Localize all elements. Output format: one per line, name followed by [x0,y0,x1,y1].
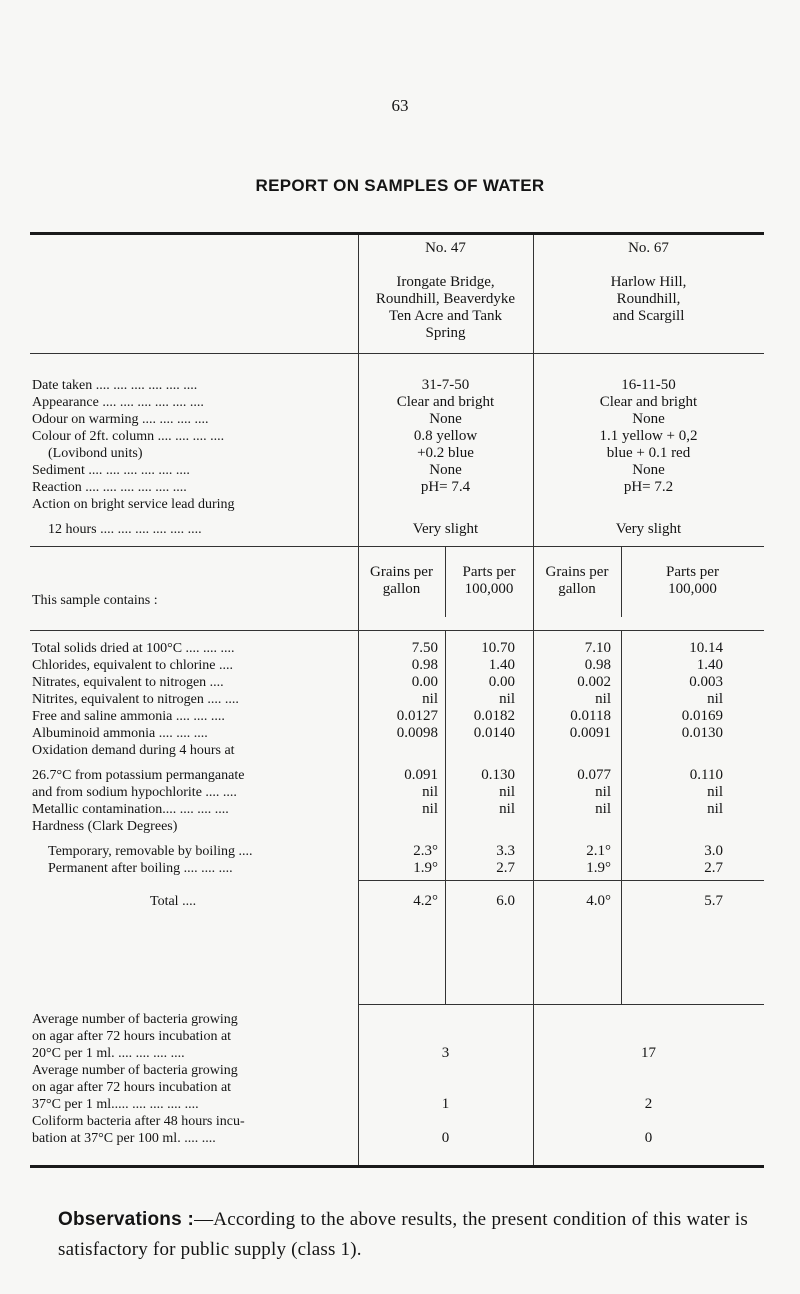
col-header-parts: Parts per 100,000 [462,564,516,597]
colour-label: Colour of 2ft. column .... .... .... .... [32,429,225,444]
value-cell: 1.40 [488,657,515,673]
value-cell: 0.0140 [473,725,515,741]
sample-47-value: 0.8 yellow [413,428,478,444]
lead-action-label: Action on bright service lead during [32,497,235,512]
value-cell: 2.7 [496,860,515,876]
value-cell: 3.3 [496,843,515,859]
bacteria-value: 17 [641,1045,656,1061]
hardness-label: Hardness (Clark Degrees) [32,819,178,834]
value-cell: 0.00 [488,674,515,690]
value-cell: nil [422,691,438,707]
bacteria-37c-label: on agar after 72 hours incubation at [32,1080,232,1095]
value-cell: 0.0098 [396,725,438,741]
coliform-label: bation at 37°C per 100 ml. .... .... [32,1131,216,1146]
sample-contains-label: This sample contains : [32,593,158,608]
sample-47-value: +0.2 blue [417,445,474,461]
value-cell: nil [595,691,611,707]
sample-47-location: Spring [425,325,466,341]
value-cell: 0.0127 [396,708,438,724]
sample-67-value: 1.1 yellow + 0,2 [599,428,698,444]
value-cell: 0.98 [584,657,611,673]
col-header-grains: Grains per gallon [545,564,609,597]
bacteria-20c-label: 20°C per 1 ml. .... .... .... .... [32,1046,185,1061]
sample-67-location: and Scargill [612,308,685,324]
value-cell: 0.00 [411,674,438,690]
free-ammonia-label: Free and saline ammonia .... .... .... [32,709,225,724]
bacteria-37c-label: Average number of bacteria growing [32,1063,238,1078]
value-cell: 0.003 [689,674,723,690]
value-cell: 0.0130 [681,725,723,741]
value-cell: 7.10 [584,640,611,656]
value-cell: 2.3° [413,843,438,859]
sample-47-value: Clear and bright [396,394,495,410]
value-cell: 2.1° [586,843,611,859]
col-header-parts: Parts per 100,000 [666,564,719,597]
observations-text: —According to the above results, the present condition of this water is satisfactory for public supply (class 1). [58,1209,748,1260]
value-cell: 1.9° [586,860,611,876]
row-divider [358,1004,764,1005]
value-cell: nil [422,784,438,800]
sample-47-value: None [429,462,462,478]
sample-47-location: Irongate Bridge, [396,274,495,290]
value-cell: 0.0091 [569,725,611,741]
value-cell: 10.70 [481,640,515,656]
value-cell: nil [499,784,515,800]
value-cell: nil [422,801,438,817]
total-cell: 5.7 [704,893,723,909]
value-cell: 3.0 [704,843,723,859]
observations-heading: Observations : [58,1209,195,1230]
permanent-hardness-label: Permanent after boiling .... .... .... [48,861,233,876]
reaction-label: Reaction .... .... .... .... .... .... [32,480,187,495]
col-header-grains: Grains per gallon [370,564,433,597]
sample-47-value: Very slight [412,521,479,537]
sample-67-number: No. 67 [628,240,669,256]
value-cell: 7.50 [411,640,438,656]
value-cell: 0.110 [689,767,723,783]
page-number: 63 [391,96,409,115]
coliform-value: 0 [441,1130,450,1146]
value-cell: nil [595,801,611,817]
value-cell: nil [707,801,723,817]
lovibond-label: (Lovibond units) [48,446,143,461]
temporary-hardness-label: Temporary, removable by boiling .... [48,844,253,859]
value-cell: 10.14 [689,640,723,656]
total-cell: 4.0° [586,893,611,909]
sample-67-value: pH= 7.2 [623,479,674,495]
bacteria-20c-label: on agar after 72 hours incubation at [32,1029,232,1044]
value-cell: 0.002 [577,674,611,690]
oxidation-demand-label: Oxidation demand during 4 hours at [32,743,235,758]
metallic-label: Metallic contamination.... .... .... .... [32,802,229,817]
bacteria-value: 3 [441,1045,450,1061]
report-title: REPORT ON SAMPLES OF WATER [255,176,545,195]
row-divider [30,630,764,631]
sample-67-location: Roundhill, [616,291,681,307]
sample-47-value: pH= 7.4 [420,479,471,495]
coliform-label: Coliform bacteria after 48 hours incu- [32,1114,245,1129]
bacteria-20c-label: Average number of bacteria growing [32,1012,238,1027]
sample-47-value: 31-7-50 [421,377,470,393]
value-cell: 0.0118 [570,708,611,724]
bacteria-value: 1 [441,1096,450,1112]
sample-67-value: Clear and bright [599,394,698,410]
bacteria-37c-label: 37°C per 1 ml..... .... .... .... .... [32,1097,199,1112]
value-cell: nil [499,691,515,707]
value-cell: 2.7 [704,860,723,876]
sample-47-number: No. 47 [425,240,466,256]
hypochlorite-label: and from sodium hypochlorite .... .... [32,785,237,800]
sample-67-value: None [632,411,665,427]
sample-67-value: 16-11-50 [621,377,676,393]
odour-label: Odour on warming .... .... .... .... [32,412,209,427]
sample-47-location: Ten Acre and Tank [389,308,502,324]
sediment-label: Sediment .... .... .... .... .... .... [32,463,190,478]
value-cell: 1.40 [696,657,723,673]
nitrites-label: Nitrites, equivalent to nitrogen .... .... [32,692,239,707]
oxidation-demand-label: 26.7°C from potassium permanganate [32,768,245,783]
total-cell: 4.2° [413,893,438,909]
value-cell: nil [707,784,723,800]
sample-67-value: Very slight [615,521,682,537]
sample-67-value: None [632,462,665,478]
sample-67-location: Harlow Hill, [610,274,687,290]
value-cell: 0.0169 [681,708,723,724]
total-solids-label: Total solids dried at 100°C .... .... .... [32,641,235,656]
value-cell: 0.091 [404,767,438,783]
sample-47-location: Roundhill, Beaverdyke [375,291,516,307]
sample-47-value: None [429,411,462,427]
nitrates-label: Nitrates, equivalent to nitrogen .... [32,675,224,690]
value-cell: 1.9° [413,860,438,876]
value-cell: nil [499,801,515,817]
date-taken-label: Date taken .... .... .... .... .... .... [32,378,198,393]
row-divider [30,353,764,354]
total-label: Total .... [150,894,197,909]
value-cell: 0.98 [411,657,438,673]
value-cell: 0.077 [577,767,611,783]
appearance-label: Appearance .... .... .... .... .... .... [32,395,204,410]
total-rule [358,880,764,881]
value-cell: 0.0182 [473,708,515,724]
coliform-value: 0 [644,1130,653,1146]
sample-67-value: blue + 0.1 red [606,445,691,461]
observations-paragraph [58,1205,748,1265]
total-cell: 6.0 [496,893,515,909]
value-cell: nil [595,784,611,800]
lead-action-label: 12 hours .... .... .... .... .... .... [48,522,202,537]
row-divider [30,546,764,547]
chlorides-label: Chlorides, equivalent to chlorine .... [32,658,234,673]
albuminoid-ammonia-label: Albuminoid ammonia .... .... .... [32,726,208,741]
bacteria-value: 2 [644,1096,653,1112]
value-cell: 0.130 [481,767,515,783]
value-cell: nil [707,691,723,707]
